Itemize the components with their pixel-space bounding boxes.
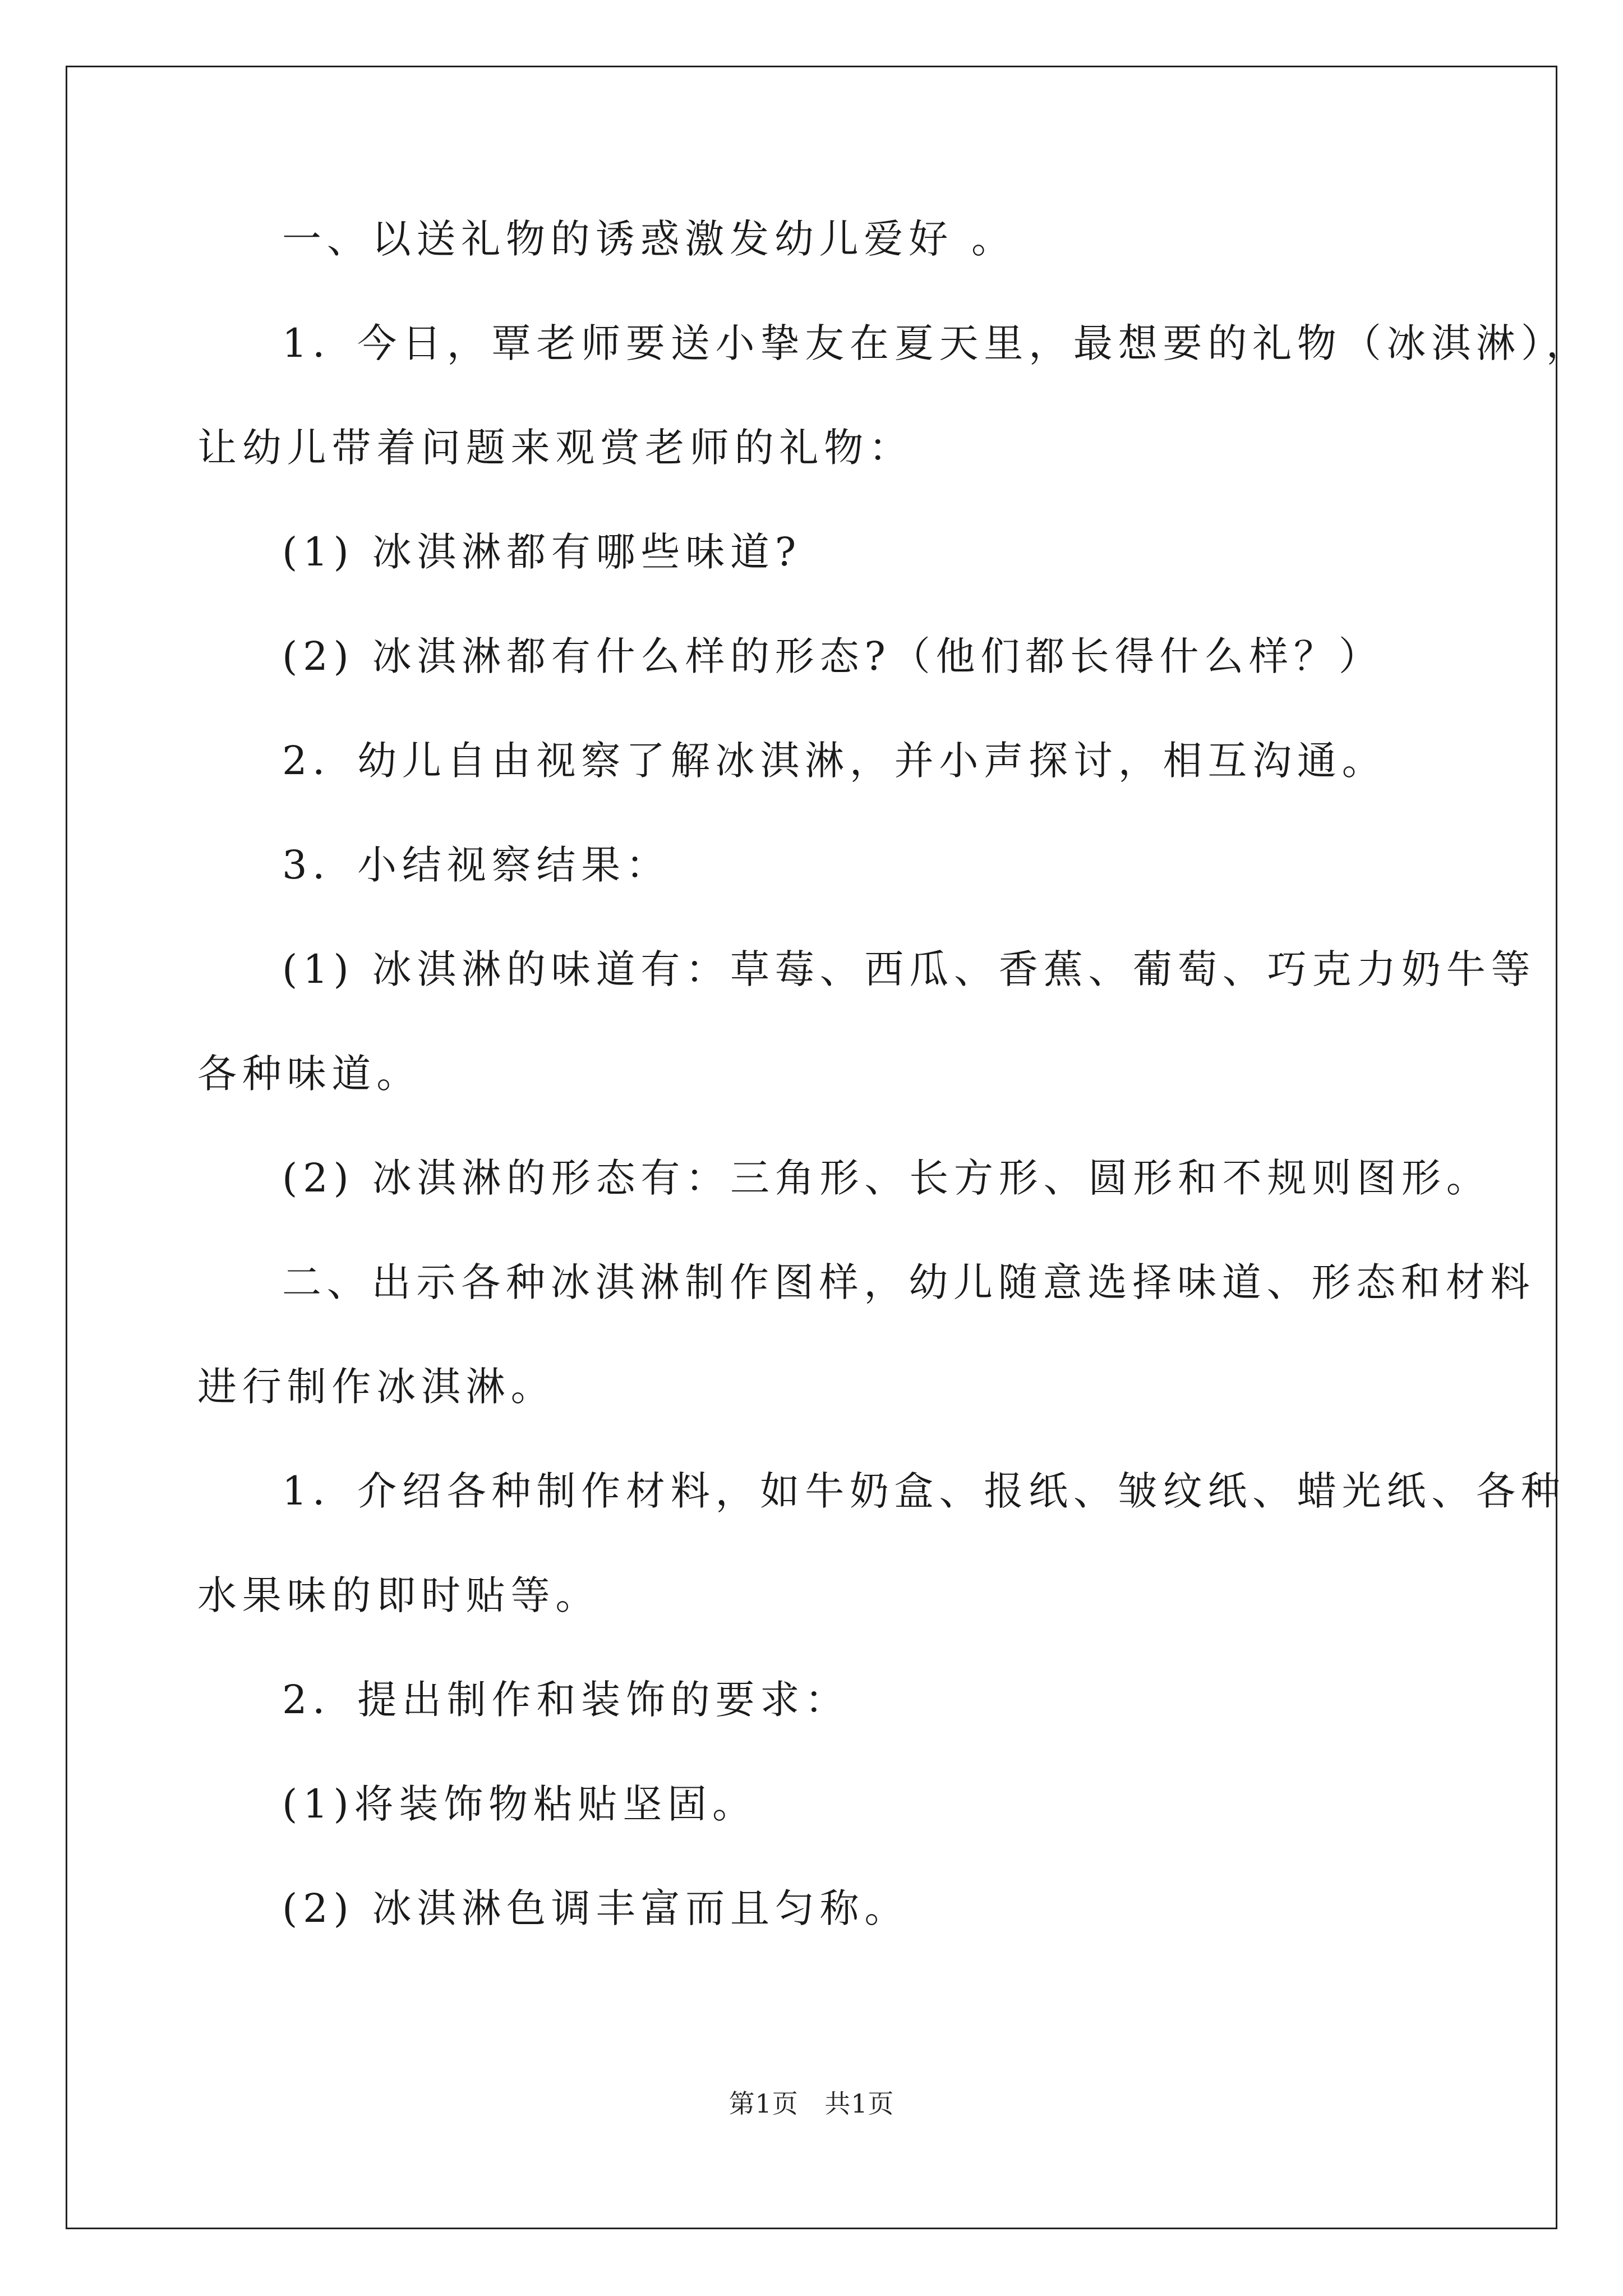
list-item: (1)将装饰物粘贴坚固。 [282,1781,757,1827]
section-heading-1: 一、以送礼物的诱惑激发幼儿爱好 。 [282,216,1016,262]
list-item: (1) 冰淇淋都有哪些味道? [282,529,802,575]
paragraph-line: 3．小结视察结果： [282,842,671,888]
list-item: (1) 冰淇淋的味道有：草莓、西瓜、香蕉、葡萄、巧克力奶牛等 [282,946,1536,992]
paragraph-line: 2．幼儿自由视察了解冰淇淋，并小声探讨，相互沟通。 [282,738,1387,784]
page-number: 第1页 [728,2088,799,2119]
page-footer [0,2087,1623,2120]
paragraph-line: 进行制作冰淇淋。 [197,1364,556,1410]
paragraph-line: 让幼儿带着问题来观赏老师的礼物： [197,425,914,471]
paragraph-line: 2．提出制作和装饰的要求： [282,1677,850,1723]
paragraph-line: 1．今日，覃老师要送小挚友在夏天里，最想要的礼物（冰淇淋）， [282,320,1591,366]
paragraph-line: 各种味道。 [197,1051,421,1097]
page-total: 共1页 [824,2088,895,2119]
list-item: (2) 冰淇淋色调丰富而且匀称。 [282,1885,910,1931]
paragraph-line: 1．介绍各种制作材料，如牛奶盒、报纸、皱纹纸、蜡光纸、各种 [282,1468,1566,1514]
paragraph-line: 水果味的即时贴等。 [197,1572,601,1618]
list-item: (2) 冰淇淋的形态有：三角形、长方形、圆形和不规则图形。 [282,1155,1491,1201]
section-heading-2: 二、出示各种冰淇淋制作图样，幼儿随意选择味道、形态和材料 [282,1259,1536,1305]
list-item: (2) 冰淇淋都有什么样的形态?（他们都长得什么样？） [282,633,1384,679]
